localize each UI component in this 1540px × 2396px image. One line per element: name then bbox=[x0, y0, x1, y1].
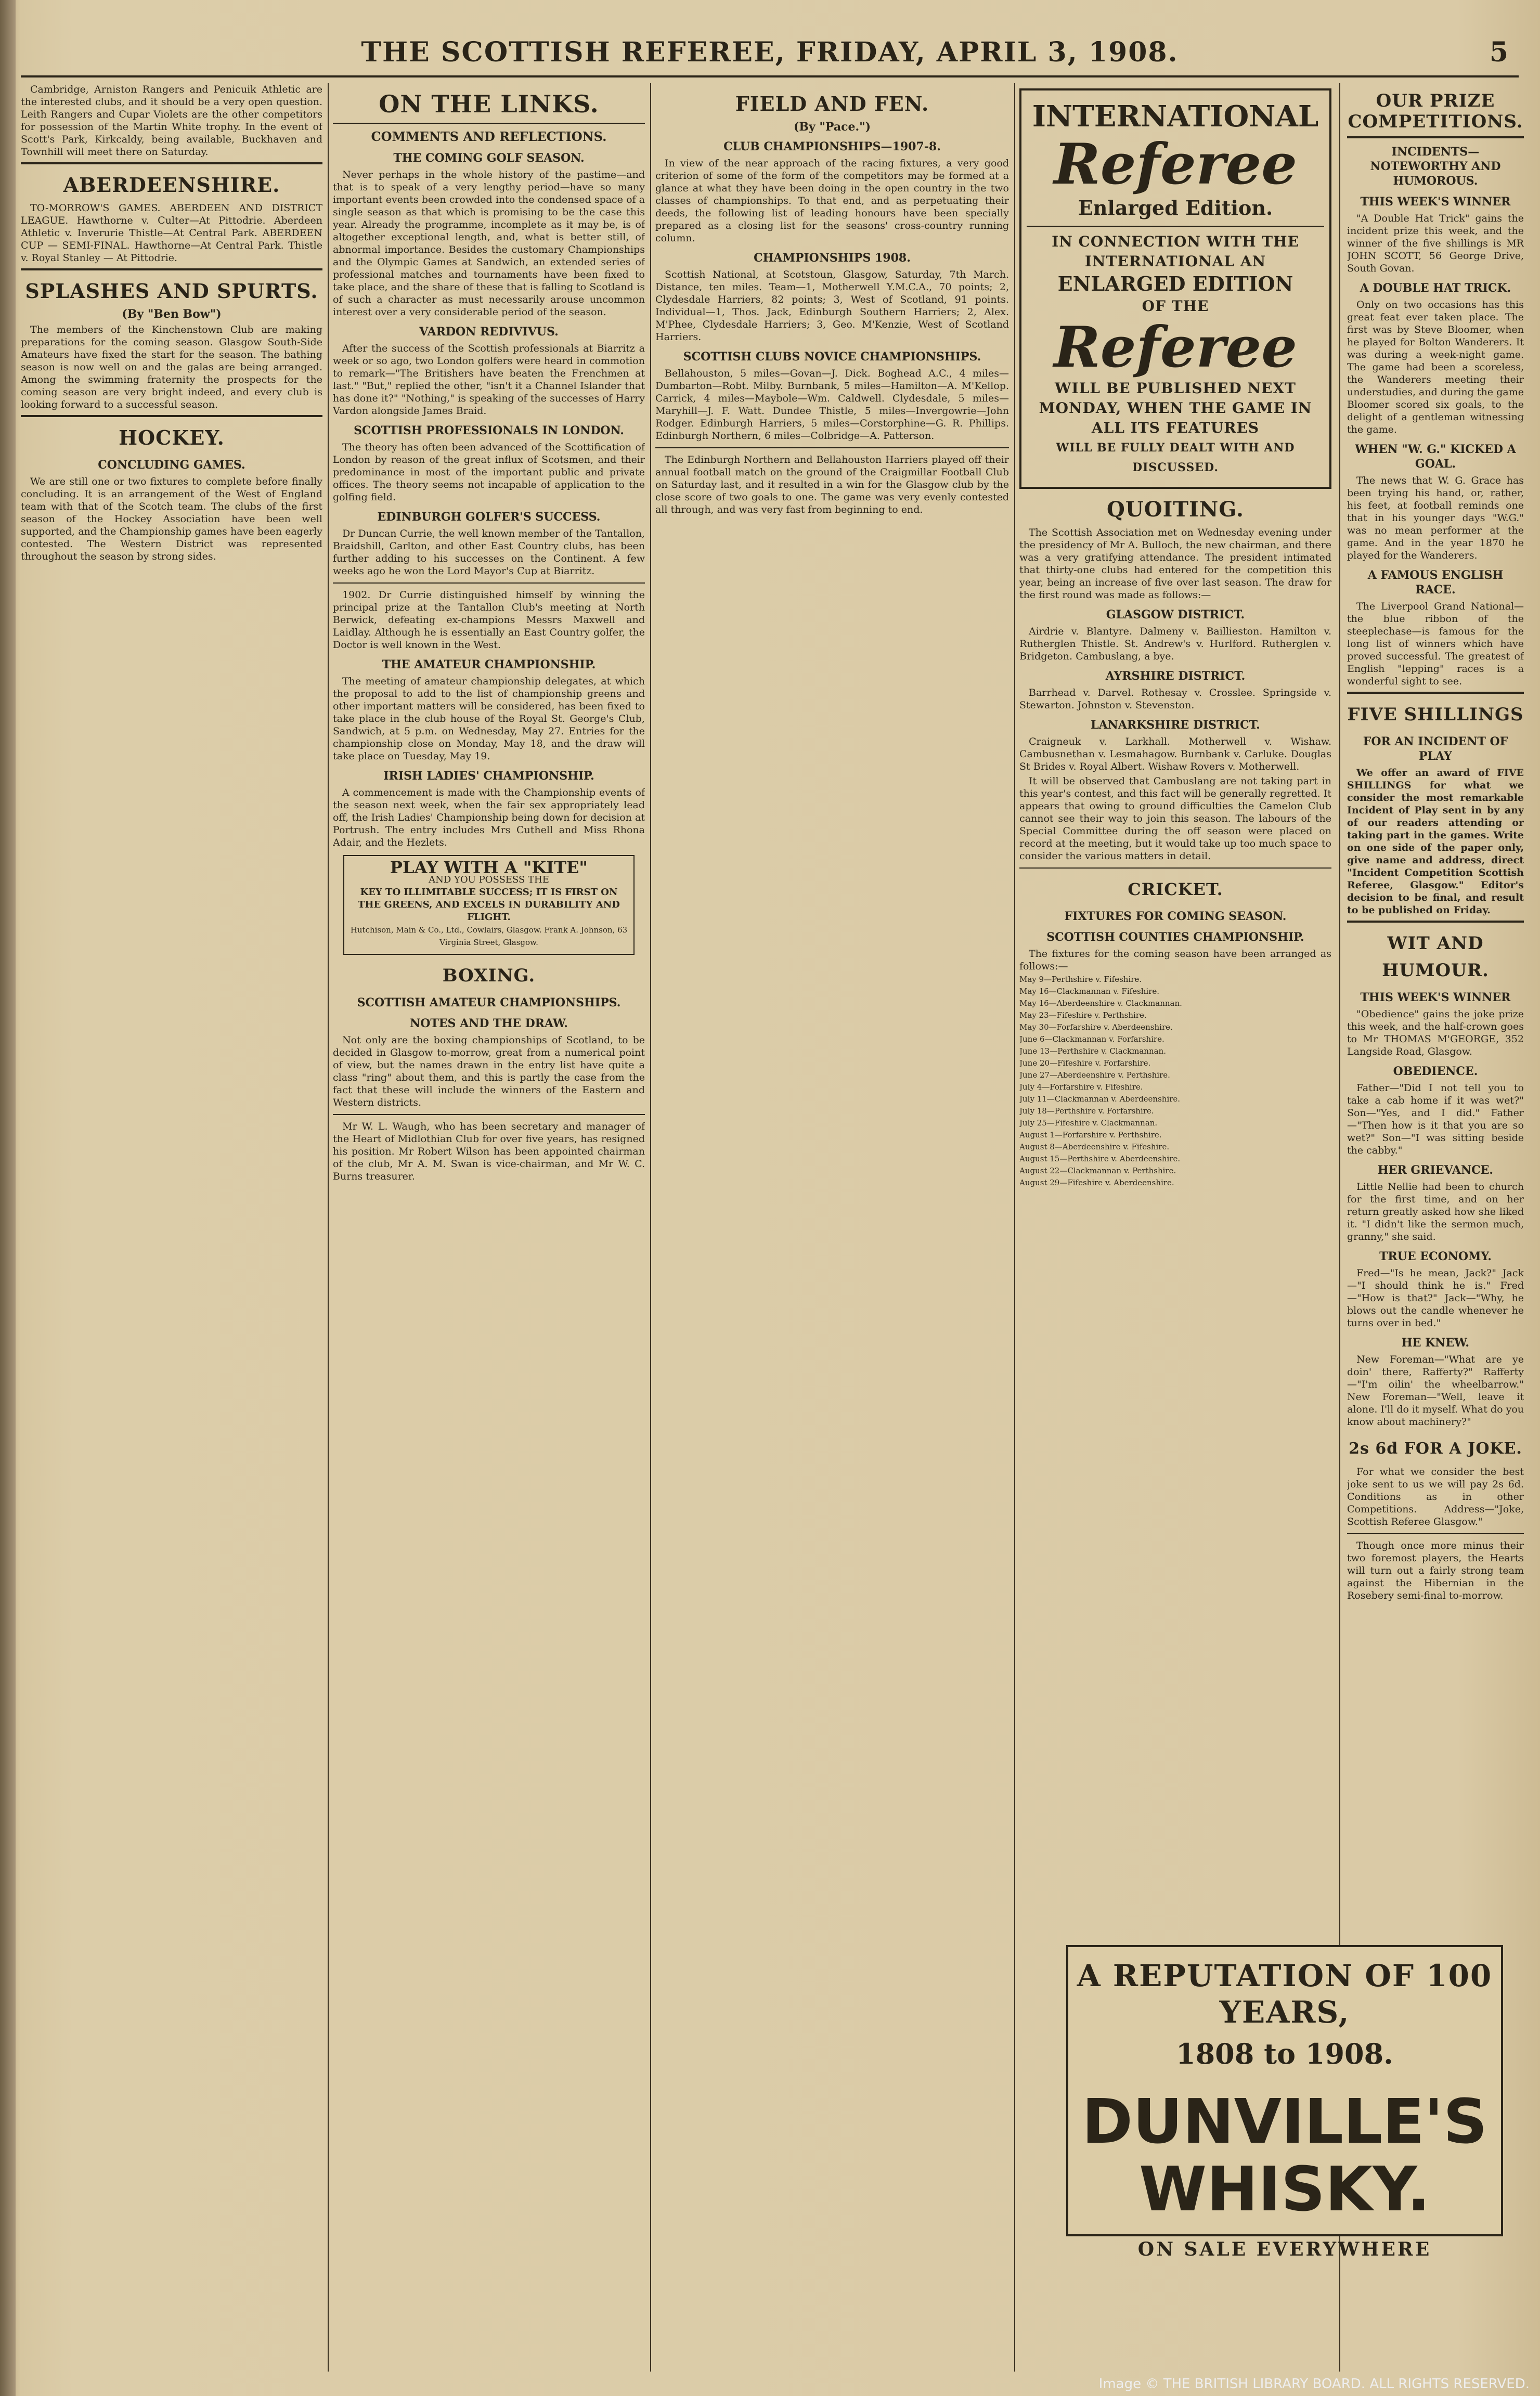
article-text: Barrhead v. Darvel. Rothesay v. Crosslee. Springside v. Stewarton. Johnston v. Stevenston. bbox=[1019, 687, 1331, 711]
masthead-rule bbox=[21, 75, 1519, 77]
divider bbox=[333, 582, 645, 584]
article-text: A commencement is made with the Championship events of the season next week, when the fair sex appropriately lead off, the Irish Ladies' Championship being down for decision at Portrush. The entry includes Mrs Cuthell and Miss Rhona Adair, and the Hezlets. bbox=[333, 787, 645, 848]
page-spine bbox=[0, 0, 16, 2396]
article-text: For what we consider the best joke sent to us we will pay 2s 6d. Conditions as in other Competitions. Address—"Joke, Scottish Referee Glasgow." bbox=[1347, 1466, 1524, 1527]
list-item: August 15—Perthshire v. Aberdeenshire. bbox=[1019, 1154, 1181, 1163]
byline: (By "Pace.") bbox=[793, 120, 871, 134]
list-item: May 23—Fifeshire v. Perthshire. bbox=[1019, 1011, 1147, 1020]
article-text: Dr Duncan Currie, the well known member of the Tantallon, Braidshill, Carlton, and other East Country clubs, has been further adding to his successes on the Continent. A few weeks ago he won the Lord Mayor's Cup at Biarritz. bbox=[333, 528, 645, 577]
ad-text: KEY TO ILLIMITABLE SUCCESS; IT IS FIRST ON THE GREENS, AND EXCELS IN DURABILITY AND FLIGHT. bbox=[358, 887, 620, 923]
subheading: THE AMATEUR CHAMPIONSHIP. bbox=[382, 658, 596, 671]
list-item: May 16—Aberdeenshire v. Clackmannan. bbox=[1019, 999, 1182, 1008]
divider bbox=[21, 162, 322, 164]
section-heading-boxing: BOXING. bbox=[442, 965, 536, 986]
article-text: After the success of the Scottish professionals at Biarritz a week or so ago, two London golfers were heard in commotion to remark—"The Britishers have beaten the Frenchmen at last." "But," replied the other, "isn't it a Channel Islander that has done it?" "Nothing," is speaking of the successes of Harry Vardon alongside James Braid. bbox=[333, 343, 645, 417]
article-text: TO-MORROW'S GAMES. ABERDEEN AND DISTRICT LEAGUE. Hawthorne v. Culter—At Pittodrie. Aberdeen Athletic v. Inverurie Thistle—At Central Park. ABERDEEN CUP — SEMI-FINAL. Hawthorne—At Central Park. Thistle v. Royal Stanley — At Pittodrie. bbox=[21, 202, 322, 264]
dunvilles-whisky-advertisement bbox=[1066, 1945, 1503, 2260]
article-text: Bellahouston, 5 miles—Govan—J. Dick. Boghead A.C., 4 miles—Dumbarton—Robt. Milby. Burnbank, 5 miles—Hamilton—A. M'Kellop. Carrick, 4 miles—Maybole—Wm. Caldwell. Clydesdale, 5 miles—Maryhill—J. F. Watt. Dundee Thistle, 5 miles—Invergowrie—John Rodger. Edinburgh Harriers, 5 miles—Corstorphine—G. R. Phillips. Edinburgh Northern, 6 miles—Colbridge—A. Patterson. bbox=[655, 368, 1009, 442]
divider bbox=[1019, 867, 1331, 869]
image-credit: Image © THE BRITISH LIBRARY BOARD. ALL RIGHTS RESERVED. bbox=[1098, 2376, 1530, 2392]
subheading: A FAMOUS ENGLISH RACE. bbox=[1367, 568, 1504, 597]
article-text: Never perhaps in the whole history of the pastime—and that is to speak of a very lengthy period—have so many important events been crowded into the condensed space of a single season as that which is promising to be the case this year. Already the programme, incomplete as it may be, is of altogether exceptional length, and, what is better still, of abnormal importance. Besides the customary Championships and the Olympic Games at Sandwich, an extended series of professional matches and tournaments have been fixed to take place, and the share of these that is falling to Scotland is of such a character as must necessarily arouse uncommon interest over a very considerable period of the season. bbox=[333, 169, 645, 318]
ad-text: IN CONNECTION WITH THE INTERNATIONAL AN bbox=[1052, 233, 1299, 270]
ad-text: OF THE bbox=[1142, 297, 1209, 315]
ad-line: ON SALE EVERYWHERE bbox=[1137, 2238, 1432, 2260]
article-text: The Edinburgh Northern and Bellahouston Harriers played off their annual football match on the ground of the Craigmillar Football Club on Saturday last, and it resulted in a win for the Glasgow club by the close score of two goals to one. The game was very evenly contested all through, and was very fast from beginning to end. bbox=[655, 454, 1009, 515]
article-text: New Foreman—"What are ye doin' there, Rafferty?" Rafferty—"I'm oilin' the wheelbarrow." New Foreman—"Well, leave it alone. I'll do it myself. What do you know about machinery?" bbox=[1347, 1354, 1524, 1428]
list-item: June 6—Clackmannan v. Forfarshire. bbox=[1019, 1034, 1164, 1044]
ad-heading: INTERNATIONAL bbox=[1032, 99, 1319, 134]
article-text: "Obedience" gains the joke prize this week, and the half-crown goes to Mr THOMAS M'GEORGE, 352 Langside Road, Glasgow. bbox=[1347, 1008, 1524, 1057]
list-item: May 9—Perthshire v. Fifeshire. bbox=[1019, 975, 1142, 984]
article-text: The theory has often been advanced of the Scottification of London by reason of the great influx of Scotsmen, and their predominance in most of the important public and private offices. The theory seems not incapable of application to the golfing field. bbox=[333, 442, 645, 503]
subheading: FOR AN INCIDENT OF PLAY bbox=[1363, 735, 1508, 763]
subheading: THE COMING GOLF SEASON. bbox=[393, 151, 585, 165]
masthead-title: THE SCOTTISH REFEREE, FRIDAY, APRIL 3, 1908. bbox=[361, 36, 1179, 68]
subheading: CLUB CHAMPIONSHIPS—1907-8. bbox=[723, 140, 941, 153]
article-text: Little Nellie had been to church for the first time, and on her return greatly asked how she liked it. "I didn't like the sermon much, granny," she said. bbox=[1347, 1181, 1524, 1242]
subheading: FIXTURES FOR COMING SEASON. bbox=[1064, 910, 1287, 923]
subheading: HER GRIEVANCE. bbox=[1377, 1163, 1494, 1177]
article-text: Scottish National, at Scotstoun, Glasgow, Saturday, 7th March. Distance, ten miles. Team—1, Motherwell Y.M.C.A., 70 points; 2, Clydesdale Harriers, 82 points; 3, West of Scotland, 91 points. Individual—1, Thos. Jack, Edinburgh Southern Harriers; 2, Alex. M'Phee, Clydesdale Harriers; 3, Geo. M'Kenzie, West of Scotland Harriers. bbox=[655, 269, 1009, 343]
column-2 bbox=[333, 83, 645, 2372]
section-heading-joke: 2s 6d FOR A JOKE. bbox=[1349, 1440, 1522, 1458]
article-text: We offer an award of FIVE SHILLINGS for what we consider the most remarkable Incident of Play sent in by any of our readers attending or taking part in the games. Write on one side of the paper only, give name and address, direct "Incident Competition Scottish Referee, Glasgow." Editor's decision to be final, and result to be published on Friday. bbox=[1347, 767, 1524, 916]
article-text: It will be observed that Cambuslang are not taking part in this year's contest, and this fact will be generally regretted. It appears that owing to ground difficulties the Camelon Club cannot see their way to join this season. The labours of the Special Committee during the off season were placed on record at the meeting, but it would take up too much space to consider the various matters in detail. bbox=[1019, 775, 1331, 862]
subheading: INCIDENTS—NOTEWORTHY AND HUMOROUS. bbox=[1370, 145, 1501, 188]
ad-text: Hutchison, Main & Co., Ltd., Cowlairs, Glasgow. Frank A. Johnson, 63 Virginia Street, Glasgow. bbox=[350, 925, 628, 947]
subheading: CHAMPIONSHIPS 1908. bbox=[754, 251, 911, 265]
section-heading-splashes: SPLASHES AND SPURTS. bbox=[25, 279, 318, 303]
subheading: VARDON REDIVIVUS. bbox=[419, 325, 559, 339]
section-heading-cricket: CRICKET. bbox=[1128, 879, 1223, 899]
section-heading-wit-and-humour: WIT AND HUMOUR. bbox=[1382, 933, 1489, 981]
article-text: Fred—"Is he mean, Jack?" Jack—"I should think he is." Fred—"How is that?" Jack—"Why, he blows out the candle whenever he turns over in bed." bbox=[1347, 1267, 1524, 1329]
list-item: June 13—Perthshire v. Clackmannan. bbox=[1019, 1046, 1166, 1056]
subheading: SCOTTISH PROFESSIONALS IN LONDON. bbox=[354, 424, 624, 437]
ad-text: WILL BE PUBLISHED NEXT MONDAY, WHEN THE GAME IN ALL ITS FEATURES bbox=[1039, 380, 1312, 436]
article-text: In view of the near approach of the racing fixtures, a very good criterion of some of the form of the competitors may be formed at a glance at what they have been doing in the open country in the two classes of championships. To that end, and as perpetuating their deeds, the following list of leading honours have been specially prepared as a closing list for the seasons' cross-country running column. bbox=[655, 158, 1009, 244]
ad-title: PLAY WITH A "KITE" bbox=[390, 858, 588, 877]
article-text: The Scottish Association met on Wednesday evening under the presidency of Mr A. Bulloch, the new chairman, and there was a very gratifying attendance. The president intimated that thirty-one clubs had entered for the competition this year, being an increase of five over last season. The draw for the first round was made as follows:— bbox=[1019, 527, 1331, 601]
article-text: We are still one or two fixtures to complete before finally concluding. It is an arrangement of the West of England team with that of the Scotch team. The clubs of the first season of the Hockey Association have been well supported, and the Championship games have been eagerly contested. The Western District was represented throughout the season by strong sides. bbox=[21, 476, 322, 562]
subheading: OBEDIENCE. bbox=[1393, 1065, 1478, 1078]
list-item: June 20—Fifeshire v. Forfarshire. bbox=[1019, 1058, 1151, 1068]
subheading: IRISH LADIES' CHAMPIONSHIP. bbox=[383, 769, 594, 783]
ad-script-title: Referee bbox=[1054, 132, 1297, 197]
list-item: August 8—Aberdeenshire v. Fifeshire. bbox=[1019, 1142, 1170, 1151]
list-item: August 22—Clackmannan v. Perthshire. bbox=[1019, 1166, 1176, 1175]
subheading: GLASGOW DISTRICT. bbox=[1106, 608, 1245, 621]
subheading: EDINBURGH GOLFER'S SUCCESS. bbox=[377, 510, 601, 524]
ad-text: WILL BE FULLY DEALT WITH AND DISCUSSED. bbox=[1056, 441, 1295, 474]
page-number: 5 bbox=[1489, 36, 1508, 68]
byline: (By "Ben Bow") bbox=[122, 307, 222, 321]
article-text: 1902. Dr Currie distinguished himself by winning the principal prize at the Tantallon Club's meeting at North Berwick, defeating ex-champions Messrs Maxwell and Laidlay. Although he is essentially an East Country golfer, the Doctor is well known in the West. bbox=[333, 589, 645, 651]
article-text: Cambridge, Arniston Rangers and Penicuik Athletic are the interested clubs, and it should be a very open question. Leith Rangers and Cupar Violets are the other competitors for possession of the Martin White trophy. In the event of Scott's Park, Kirkcaldy, being available, Buckhaven and Townhill will meet there on Saturday. bbox=[21, 84, 322, 158]
article-text: Though once more minus their two foremost players, the Hearts will turn out a fairly strong team against the Hibernian in the Rosebery semi-final to-morrow. bbox=[1347, 1540, 1524, 1601]
ad-line: 1808 to 1908. bbox=[1176, 2037, 1393, 2070]
kite-advertisement bbox=[343, 855, 635, 955]
ad-brand: DUNVILLE'S WHISKY. bbox=[1082, 2086, 1487, 2225]
subheading: SCOTTISH COUNTIES CHAMPIONSHIP. bbox=[1046, 930, 1304, 944]
subheading: A DOUBLE HAT TRICK. bbox=[1360, 281, 1511, 295]
divider bbox=[333, 123, 645, 124]
section-heading-five-shillings: FIVE SHILLINGS bbox=[1347, 704, 1524, 725]
column-1 bbox=[21, 83, 322, 2372]
subheading: SCOTTISH CLUBS NOVICE CHAMPIONSHIPS. bbox=[683, 350, 981, 364]
list-item: August 29—Fifeshire v. Aberdeenshire. bbox=[1019, 1178, 1174, 1187]
section-heading-links: ON THE LINKS. bbox=[379, 90, 599, 118]
ad-line: A REPUTATION OF 100 YEARS, bbox=[1077, 1958, 1493, 2030]
divider bbox=[1347, 921, 1524, 923]
subheading: HE KNEW. bbox=[1401, 1336, 1470, 1350]
column-rule bbox=[1014, 83, 1015, 2372]
subheading: WHEN "W. G." KICKED A GOAL. bbox=[1355, 443, 1516, 471]
section-heading-hockey: HOCKEY. bbox=[119, 426, 225, 449]
masthead bbox=[21, 36, 1519, 68]
article-text: The members of the Kinchenstown Club are making preparations for the coming season. Glasgow South-Side Amateurs have fixed the start for the season. The bathing season is now well on and the galas are being arranged. Among the swimming fraternity the prospects for the coming season are very bright indeed, and every club is looking forward to a successful season. bbox=[21, 324, 322, 410]
section-heading-aberdeenshire: ABERDEENSHIRE. bbox=[63, 173, 280, 197]
column-5 bbox=[1347, 83, 1524, 1935]
divider bbox=[21, 268, 322, 270]
section-heading-field-and-fen: FIELD AND FEN. bbox=[735, 92, 929, 115]
article-text: The fixtures for the coming season have been arranged as follows:— bbox=[1019, 948, 1331, 972]
list-item: August 1—Forfarshire v. Perthshire. bbox=[1019, 1130, 1162, 1139]
subheading: THIS WEEK'S WINNER bbox=[1360, 991, 1511, 1004]
ad-text: AND YOU POSSESS THE bbox=[429, 874, 549, 885]
list-item: July 25—Fifeshire v. Clackmannan. bbox=[1019, 1118, 1158, 1128]
article-text: The Liverpool Grand National—the blue ribbon of the steeplechase—is famous for the long list of winners which have proved successful. The greatest of English "lepping" races is a wonderful sight to see. bbox=[1347, 601, 1524, 687]
column-rule bbox=[328, 83, 329, 2372]
article-text: Airdrie v. Blantyre. Dalmeny v. Baillieston. Hamilton v. Rutherglen Thistle. St. Andrew's v. Hurlford. Rutherglen v. Bridgeton. Cambuslang, a bye. bbox=[1019, 626, 1331, 662]
subheading: THIS WEEK'S WINNER bbox=[1360, 195, 1511, 209]
divider bbox=[1347, 692, 1524, 694]
divider bbox=[1347, 136, 1524, 138]
section-heading-prize: OUR PRIZE COMPETITIONS. bbox=[1348, 90, 1523, 132]
fixture-list bbox=[1019, 975, 1331, 1188]
article-text: Father—"Did I not tell you to take a cab home if it was wet?" Son—"Yes, and I did." Father—"Then how is it that you are so wet?" Son—"I was sitting beside the cabby." bbox=[1347, 1082, 1524, 1156]
section-heading-quoiting: QUOITING. bbox=[1107, 497, 1244, 522]
international-referee-advertisement bbox=[1019, 88, 1331, 489]
article-text: Mr W. L. Waugh, who has been secretary and manager of the Heart of Midlothian Club for over five years, has resigned his position. Mr Robert Wilson has been appointed chairman of the club, Mr A. M. Swan is vice-chairman, and Mr W. C. Burns treasurer. bbox=[333, 1121, 645, 1182]
list-item: July 4—Forfarshire v. Fifeshire. bbox=[1019, 1082, 1143, 1092]
article-text: Only on two occasions has this great feat ever taken place. The first was by Steve Bloomer, when he played for Bolton Wanderers. It was during a week-night game. The game had been a scoreless, the Wanderers meeting their understudies, and during the game Bloomer scored six goals, to the delight of a gentleman witnessing the game. bbox=[1347, 299, 1524, 435]
article-text: The news that W. G. Grace has been trying his hand, or, rather, his feet, at football reminds one that in his younger days "W.G." was no mean performer at the game. And in the year 1870 he played for the Wanderers. bbox=[1347, 475, 1524, 561]
ad-subtitle: Enlarged Edition. bbox=[1078, 196, 1273, 219]
subheading: AYRSHIRE DISTRICT. bbox=[1105, 669, 1246, 683]
ad-text: ENLARGED EDITION bbox=[1057, 272, 1293, 295]
divider bbox=[21, 415, 322, 417]
article-text: Not only are the boxing championships of Scotland, to be decided in Glasgow to-morrow, great from a numerical point of view, but the names drawn in the entry list have quite a class "ring" about them, and this is partly the case from the fact that these will include the winners of the Eastern and Western districts. bbox=[333, 1034, 645, 1108]
subheading: NOTES AND THE DRAW. bbox=[410, 1017, 568, 1030]
divider bbox=[1027, 226, 1324, 227]
divider bbox=[1347, 1533, 1524, 1534]
subheading: CONCLUDING GAMES. bbox=[98, 458, 245, 472]
list-item: June 27—Aberdeenshire v. Perthshire. bbox=[1019, 1070, 1170, 1080]
article-text: "A Double Hat Trick" gains the incident prize this week, and the winner of the five shillings is MR JOHN SCOTT, 56 George Drive, South Govan. bbox=[1347, 213, 1524, 274]
list-item: May 16—Clackmannan v. Fifeshire. bbox=[1019, 987, 1160, 996]
divider bbox=[333, 1114, 645, 1115]
column-rule bbox=[650, 83, 651, 2372]
column-3 bbox=[655, 83, 1009, 2372]
list-item: July 11—Clackmannan v. Aberdeenshire. bbox=[1019, 1094, 1181, 1104]
article-text: Craigneuk v. Larkhall. Motherwell v. Wishaw. Cambusnethan v. Lesmahagow. Burnbank v. Carluke. Douglas St Brides v. Royal Albert. Wishaw Rovers v. Motherwell. bbox=[1019, 736, 1331, 772]
subheading: TRUE ECONOMY. bbox=[1379, 1250, 1492, 1263]
list-item: May 30—Forfarshire v. Aberdeenshire. bbox=[1019, 1022, 1173, 1032]
subheading: SCOTTISH AMATEUR CHAMPIONSHIPS. bbox=[357, 996, 621, 1009]
divider bbox=[655, 447, 1009, 448]
subheading: LANARKSHIRE DISTRICT. bbox=[1091, 718, 1260, 732]
article-text: The meeting of amateur championship delegates, at which the proposal to add to the list of championship greens and other important matters will be considered, has been fixed to take place in the club house of the Royal St. George's Club, Sandwich, at 5 p.m. on Wednesday, May 27. Entries for the championship close on Monday, May 18, and the draw will take place on Tuesday, May 19. bbox=[333, 676, 645, 762]
ad-script-title: Referee bbox=[1054, 315, 1297, 380]
list-item: July 18—Perthshire v. Forfarshire. bbox=[1019, 1106, 1154, 1116]
subheading: COMMENTS AND REFLECTIONS. bbox=[371, 129, 607, 144]
